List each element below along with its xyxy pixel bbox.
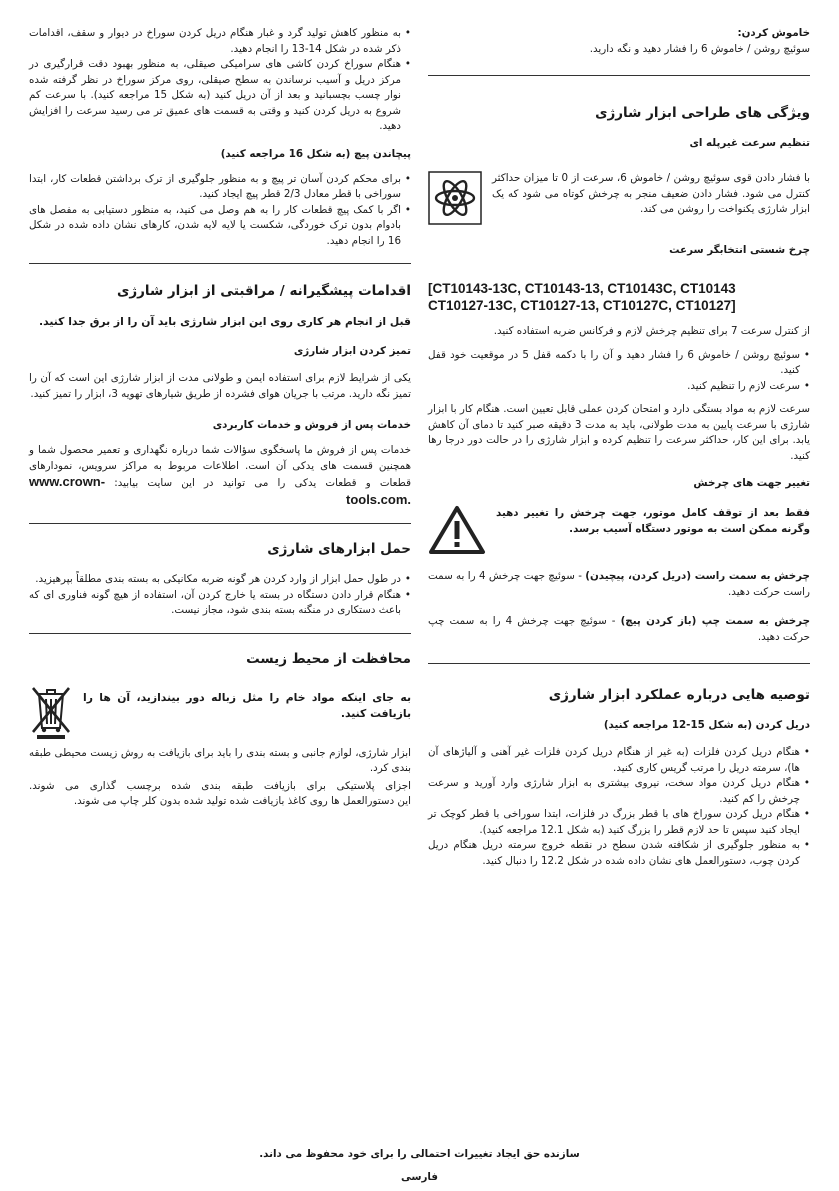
model-list-line-2: CT10127-13C, CT10127-13, CT10127C, CT10127] [428, 298, 736, 313]
drilling-heading: دریل کردن (به شکل 15-12 مراجعه کنید) [603, 719, 810, 731]
atom-icon [428, 171, 482, 229]
page-footer [0, 1147, 839, 1185]
crossed-bin-icon [29, 682, 73, 744]
list-item: • هنگام دریل کردن سوراخ های با قطر بزرگ در فلزات، ابتدا سوراخی با قطر کوچک تر ایجاد کنید سپس تا حد لازم قطر را بزرگ کنید (به شکل 12.1 مراجعه کنید). [428, 807, 810, 838]
recommendations-heading: توصیه هایی درباره عملکرد ابزار شارژی [548, 687, 810, 703]
cleaning-text: یکی از شرایط لازم برای استفاده ایمن و طولانی مدت از ابزار شارژی این است که آن را تمیز نگه دارید. مرتب با جریان هوای فشرده از طریق شیارهای تهویه 3، ابزار را تمیز کنید. [29, 372, 411, 400]
right-rotation-desc: - سوئیچ جهت چرخش 4 را به سمت راست حرکت دهید. [428, 570, 810, 598]
left-rotation-text [428, 614, 810, 645]
switch-off-heading: خاموش کردن: [737, 27, 810, 39]
speed-selector-intro: از کنترل سرعت 7 برای تنظیم چرخش لازم و فرکانس ضربه استفاده کنید. [493, 325, 810, 337]
environment-warning: به جای اینکه مواد خام را مثل زباله دور بیندازید، آن ها را بازیافت کنید. [83, 690, 411, 720]
list-item: • اگر با کمک پیچ قطعات کار را به هم وصل می کنید، به منظور دستیابی به مفصل های بادوام بدون ترک خوردگی، شکست یا لایه لایه شدن، کارهای نشان داده شده در شکل 16 را انجام دهید. [29, 203, 411, 250]
screwing-heading: پیچاندن پیچ (به شکل 16 مراجعه کنید) [220, 147, 411, 160]
right-column [428, 26, 810, 869]
list-item: • به منظور کاهش تولید گرد و غبار هنگام دریل کردن سوراخ در دیوار و سقف، اقدامات ذکر شده در شکل 14-13 را انجام دهید. [29, 26, 411, 57]
speed-selector-list [428, 348, 810, 395]
list-item: • سوئیچ روشن / خاموش 6 را فشار دهید و آن را با دکمه قفل 5 در موقعیت خود قفل کنید. [428, 348, 810, 379]
list-item: • به منظور جلوگیری از شکافته شدن سطح در نقطه خروج سرمته دریل هنگام دریل کردن چوب، دستورالعمل های نشان داده شده در شکل 12.2 را دنبال کنید. [428, 838, 810, 869]
cleaning-heading: تمیز کردن ابزار شارژی [293, 345, 411, 357]
list-item: • برای محکم کردن آسان تر پیچ و به منظور جلوگیری از ترک برداشتن قطعات کار، ابتدا سوراخی با قطر معادل 2/3 قطر پیچ ایجاد کنید. [29, 172, 411, 203]
divider [29, 263, 411, 264]
environment-text-1: ابزار شارژی، لوازم جانبی و بسته بندی را باید برای بازیافت به روش زیست محیطی طبقه بندی کرد. [29, 746, 411, 774]
speed-selector-note: سرعت لازم به مواد بستگی دارد و امتحان کردن عملی قابل تعیین است. هنگام کار با ابزار شارژی با سرعت پایین به مدت طولانی، باید به مدت 3 دقیقه صبر کنید تا دمای آن کاهش یابد. برای این کار، حداکثر سرعت را تنظیم کرده و ابزار شارژی را در حالت دور درجا رها کنید. [428, 403, 810, 462]
list-item: • هنگام قرار دادن دستگاه در بسته یا خارج کردن آن، استفاده از هیچ گونه فناوری ای که باعث دستکاری در منگنه بسته بندی شود، مجاز نیست. [29, 588, 411, 619]
environment-text-2: اجزای پلاستیکی برای بازیافت طبقه بندی شده برچسب گذاری می شوند. [29, 779, 411, 792]
divider [29, 523, 411, 524]
speed-control-row [428, 171, 810, 229]
divider [29, 633, 411, 634]
list-item: • در طول حمل ابزار از وارد کردن هر گونه ضربه مکانیکی به بسته بندی مطلقاً بپرهیزید. [29, 572, 411, 588]
left-rotation-label: چرخش به سمت چپ (باز کردن پیچ) [620, 615, 810, 627]
service-text [29, 443, 411, 509]
transport-heading: حمل ابزارهای شارژی [267, 541, 411, 557]
left-rotation-desc: - سوئیچ جهت چرخش 4 را به سمت چپ حرکت دهید. [428, 615, 810, 643]
footer-note: سازنده حق ایجاد تغییرات احتمالی را برای خود محفوظ می داند. [259, 1148, 580, 1160]
list-item: • هنگام دریل کردن مواد سخت، نیروی بیشتری به ابزار شارژی وارد آورید و سرعت چرخش را کم کنید. [428, 776, 810, 807]
environment-text-3: این دستورالعمل ها روی کاغذ بازیافت شده تولید شده بدون کلر چاپ می شوند. [73, 795, 411, 807]
rotation-direction-heading: تغییر جهت های چرخش [693, 477, 810, 489]
rotation-warning-text: فقط بعد از توقف کامل موتور، جهت چرخش را تغییر دهید وگرنه ممکن است به موتور دستگاه آسیب برسد. [496, 507, 810, 535]
speed-selector-heading: چرخ شستی انتخابگر سرعت [669, 244, 810, 256]
switch-off-section [428, 26, 810, 57]
transport-list [29, 572, 411, 619]
care-heading: اقدامات پیشگیرانه / مراقبتی از ابزار شارژی [116, 283, 411, 299]
service-website-link[interactable]: www.crown-tools.com. [29, 474, 411, 507]
right-rotation-text [428, 569, 810, 600]
environment-heading: محافظت از محیط زیست [246, 650, 411, 667]
rotation-warning-row [428, 505, 810, 559]
service-heading: خدمات پس از فروش و خدمات کاربردی [212, 419, 411, 431]
model-list [428, 280, 810, 314]
design-features-heading: ویژگی های طراحی ابزار شارژی [595, 105, 810, 121]
speed-control-heading: تنظیم سرعت غیرپله ای [689, 137, 810, 149]
care-warning: قبل از انجام هر کاری روی این ابزار شارژی باید آن را از برق جدا کنید. [39, 315, 411, 328]
service-desc: خدمات پس از فروش ما پاسخگوی سؤالات شما درباره نگهداری و تعمیر محصول شما و همچنین قسمت های یدکی آن است. اطلاعات مربوط به مراکز سرویس، نمودارهای قطعات و قطعات یدکی را می توانید در این سایت بیابید: [29, 444, 411, 489]
list-item: • هنگام سوراخ کردن کاشی های سرامیکی صیقلی، به منظور بهبود دقت قرارگیری در مرکز دریل و آسیب نرساندن به سطح صیقلی، روی مرکز سوراخ در نظر گرفته شده نوار چسب بچسبانید و بعد از آن دریل کنید (به شکل 15 مراجعه کنید). با سرعت کم شروع به دریل کردن کنید و وقتی به قسمت های عمیق تر می رسید سرعت را افزایش دهید. [29, 57, 411, 135]
drilling-list [428, 745, 810, 869]
list-item: • سرعت لازم را تنظیم کنید. [428, 379, 810, 395]
left-column [29, 26, 411, 810]
environment-warning-row [29, 682, 411, 744]
divider [428, 663, 810, 664]
footer-language: فارسی [400, 1171, 439, 1183]
drilling-continued-list [29, 26, 411, 135]
switch-off-text: سوئیچ روشن / خاموش 6 را فشار دهید و نگه دارید. [589, 42, 810, 55]
screwing-list [29, 172, 411, 250]
model-list-line-1: [CT10143-13C, CT10143-13, CT10143C, CT10143 [428, 281, 736, 296]
warning-icon [428, 505, 486, 559]
speed-control-text: با فشار دادن قوی سوئیچ روشن / خاموش 6، سرعت از 0 تا میزان حداکثر کنترل می شود. فشار دادن ضعیف منجر به چرخش کوتاه می شود که یک ابزار شارژی یکنواخت را روشن می کند. [492, 172, 811, 215]
list-item: • هنگام دریل کردن فلزات (به غیر از هنگام دریل کردن فلزات غیر آهنی و آلیاژهای آن ها)، سرمته دریل را مرتب گریس کاری کنید. [428, 745, 810, 776]
divider [428, 75, 810, 76]
right-rotation-label: چرخش به سمت راست (دریل کردن، پیچیدن) [585, 570, 810, 582]
